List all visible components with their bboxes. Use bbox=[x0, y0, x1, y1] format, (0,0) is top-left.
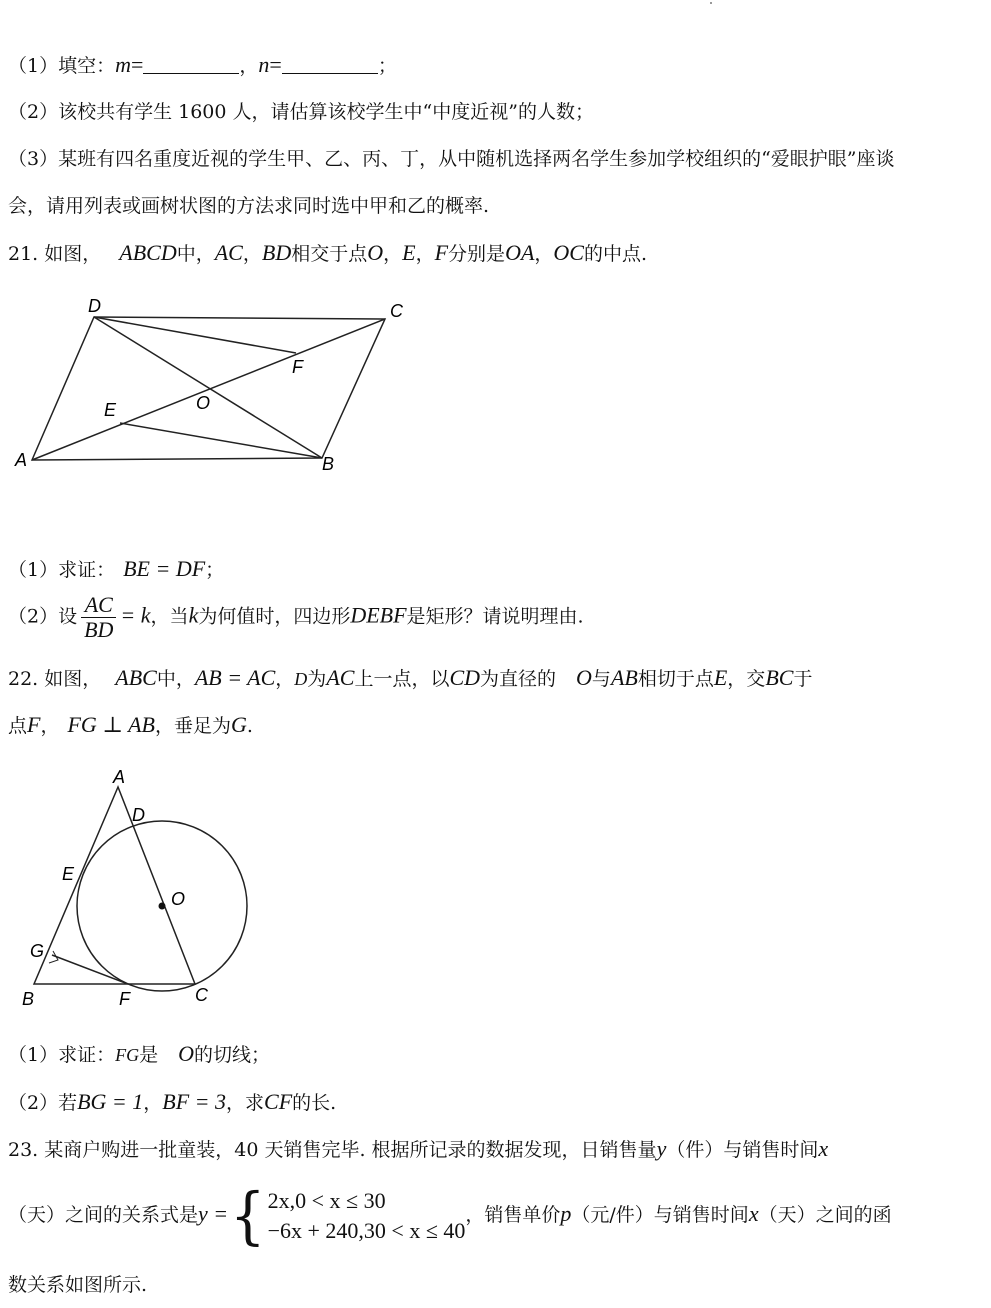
math-f: F bbox=[27, 712, 41, 737]
math-ab-eq-ac: AB = AC bbox=[194, 665, 276, 690]
text: ， bbox=[383, 243, 403, 265]
text: ， bbox=[242, 243, 262, 265]
right-angle-mark bbox=[49, 951, 58, 963]
fraction-ac-bd bbox=[81, 593, 116, 642]
speck bbox=[710, 2, 712, 4]
text: ，交 bbox=[727, 668, 766, 690]
label-d: D bbox=[132, 805, 145, 825]
eq-sign: = bbox=[269, 52, 282, 77]
label-b: B bbox=[22, 989, 35, 1009]
text: （天）之间的关系式是 bbox=[8, 1204, 199, 1226]
math-ab: AB bbox=[610, 665, 638, 690]
math-ac: AC bbox=[326, 665, 355, 690]
math-y: y bbox=[656, 1136, 667, 1161]
q21-part2 bbox=[8, 593, 584, 642]
text: ，求 bbox=[226, 1092, 265, 1114]
text: 与 bbox=[591, 668, 611, 690]
math-f: F bbox=[434, 240, 449, 265]
text: ， bbox=[143, 1092, 163, 1114]
text: ， bbox=[415, 243, 435, 265]
q21-part1 bbox=[8, 556, 224, 583]
text: （件）与销售时间 bbox=[666, 1139, 819, 1161]
segment-be bbox=[120, 423, 322, 458]
text: （元/件）与销售时间 bbox=[571, 1204, 749, 1226]
label-d: D bbox=[88, 296, 101, 316]
text: 为 bbox=[307, 668, 327, 690]
label-a: A bbox=[15, 450, 28, 470]
left-brace: { bbox=[230, 1179, 266, 1252]
math-fg: FG bbox=[115, 1045, 140, 1065]
math-bc: BC bbox=[765, 665, 794, 690]
text: 于 bbox=[793, 668, 813, 690]
text: 分别是 bbox=[448, 243, 506, 265]
math-g: G bbox=[231, 712, 247, 737]
end-mark: ； bbox=[377, 55, 397, 77]
math-ac: AC bbox=[214, 240, 243, 265]
math-o: O bbox=[367, 240, 384, 265]
q22-circle-figure bbox=[10, 765, 270, 1015]
q21-parallelogram-figure bbox=[10, 290, 420, 480]
q20-part3-line2: 会，请用列表或画树状图的方法求同时选中甲和乙的概率. bbox=[8, 195, 490, 217]
text: 的切线； bbox=[194, 1044, 271, 1066]
math-oa: OA bbox=[505, 240, 535, 265]
math-circle-o: O bbox=[178, 1041, 194, 1066]
text: （1）求证： bbox=[8, 559, 116, 581]
q22-intro-line1 bbox=[8, 665, 812, 692]
q22-intro-line2 bbox=[8, 712, 253, 739]
text: 上一点，以 bbox=[354, 668, 450, 690]
text: 相切于点 bbox=[637, 668, 714, 690]
text: ； bbox=[205, 559, 225, 581]
q20-p1-prefix: （1）填空： bbox=[8, 55, 116, 77]
text: 点 bbox=[8, 715, 28, 737]
text: ， bbox=[534, 243, 554, 265]
text: 的中点. bbox=[583, 243, 648, 265]
text: 是矩形？请说明理由. bbox=[406, 605, 584, 628]
text: ， bbox=[40, 715, 60, 737]
math-x: x bbox=[818, 1136, 829, 1161]
text: 为何值时，四边形 bbox=[198, 605, 351, 628]
label-c: C bbox=[195, 985, 208, 1005]
label-f: F bbox=[119, 989, 130, 1009]
sep: ， bbox=[239, 55, 259, 77]
q22-part2 bbox=[8, 1089, 336, 1116]
q22-number: 22. 如图， bbox=[8, 668, 102, 690]
math-bg-eq-1: BG = 1 bbox=[77, 1089, 144, 1114]
math-x: x bbox=[748, 1201, 759, 1226]
var-n: n bbox=[258, 52, 270, 77]
math-bd: BD bbox=[261, 240, 292, 265]
label-o: O bbox=[171, 889, 186, 909]
text: 的长. bbox=[292, 1092, 337, 1114]
math-eq-k: = k bbox=[120, 602, 151, 628]
q21-intro bbox=[8, 240, 647, 267]
math-abc: ABC bbox=[115, 665, 157, 690]
q23-line3: 数关系如图所示. bbox=[8, 1274, 148, 1296]
math-cd: CD bbox=[449, 665, 481, 690]
frac-numerator: AC bbox=[81, 593, 116, 618]
text: （2）设 bbox=[8, 605, 78, 628]
text: 中， bbox=[156, 668, 195, 690]
triangle-abc bbox=[34, 787, 195, 984]
text: 23. 某商户购进一批童装，40 天销售完毕. 根据所记录的数据发现，日销售量 bbox=[8, 1139, 657, 1161]
math-p: p bbox=[560, 1201, 572, 1226]
label-f: F bbox=[292, 357, 303, 377]
text: 相交于点 bbox=[291, 243, 368, 265]
text: ， bbox=[275, 668, 295, 690]
text: （2）若 bbox=[8, 1092, 78, 1114]
text: 中， bbox=[176, 243, 215, 265]
var-m: m bbox=[115, 52, 131, 77]
q20-part3-line1: （3）某班有四名重度近视的学生甲、乙、丙、丁，从中随机选择两名学生参加学校组织的“爱眼护眼”座谈 bbox=[8, 148, 895, 170]
q20-part2: （2）该校共有学生 1600 人，请估算该校学生中“中度近视”的人数； bbox=[8, 101, 594, 123]
math-oc: OC bbox=[553, 240, 584, 265]
q23-line2 bbox=[8, 1179, 892, 1252]
q21-number: 21. 如图， bbox=[8, 243, 102, 265]
case-1: 2x,0 < x ≤ 30 bbox=[267, 1188, 386, 1213]
text: . bbox=[246, 715, 253, 737]
piecewise-function bbox=[228, 1179, 466, 1252]
math-debf: DEBF bbox=[350, 602, 407, 628]
math-d: D bbox=[294, 669, 308, 689]
label-e: E bbox=[62, 864, 75, 884]
eq-sign: = bbox=[130, 52, 144, 77]
math-abcd: ABCD bbox=[119, 240, 177, 265]
math-bf-eq-3: BF = 3 bbox=[162, 1089, 227, 1114]
blank-m[interactable] bbox=[143, 55, 239, 74]
center-dot-o bbox=[159, 903, 166, 910]
text: 为直径的 bbox=[480, 668, 557, 690]
case-2: −6x + 240,30 < x ≤ 40 bbox=[267, 1218, 466, 1243]
diagonal-bd bbox=[94, 317, 322, 458]
label-e: E bbox=[104, 400, 117, 420]
math-circle-o: O bbox=[576, 665, 592, 690]
math-be-eq-df: BE = DF bbox=[123, 556, 206, 581]
label-a: A bbox=[113, 767, 126, 787]
text: ，销售单价 bbox=[465, 1204, 561, 1226]
text: ，当 bbox=[150, 605, 189, 628]
math-cf: CF bbox=[264, 1089, 293, 1114]
math-fg-perp-ab: FG ⊥ AB bbox=[67, 712, 155, 737]
q20-part1 bbox=[8, 52, 397, 79]
math-y-eq: y = bbox=[198, 1201, 229, 1226]
text: ，垂足为 bbox=[154, 715, 231, 737]
label-c: C bbox=[390, 301, 403, 321]
math-k: k bbox=[188, 602, 199, 628]
text: 是 bbox=[139, 1044, 159, 1066]
math-e: E bbox=[713, 665, 728, 690]
label-b: B bbox=[322, 454, 335, 474]
text: （1）求证： bbox=[8, 1044, 116, 1066]
math-e: E bbox=[402, 240, 416, 265]
blank-n[interactable] bbox=[282, 55, 378, 74]
frac-denominator: BD bbox=[84, 617, 114, 642]
label-o: O bbox=[196, 393, 211, 413]
q23-line1 bbox=[8, 1136, 828, 1163]
label-g: G bbox=[30, 941, 45, 961]
text: （天）之间的函 bbox=[758, 1204, 892, 1226]
q22-part1 bbox=[8, 1041, 270, 1068]
segment-fg bbox=[52, 955, 128, 984]
